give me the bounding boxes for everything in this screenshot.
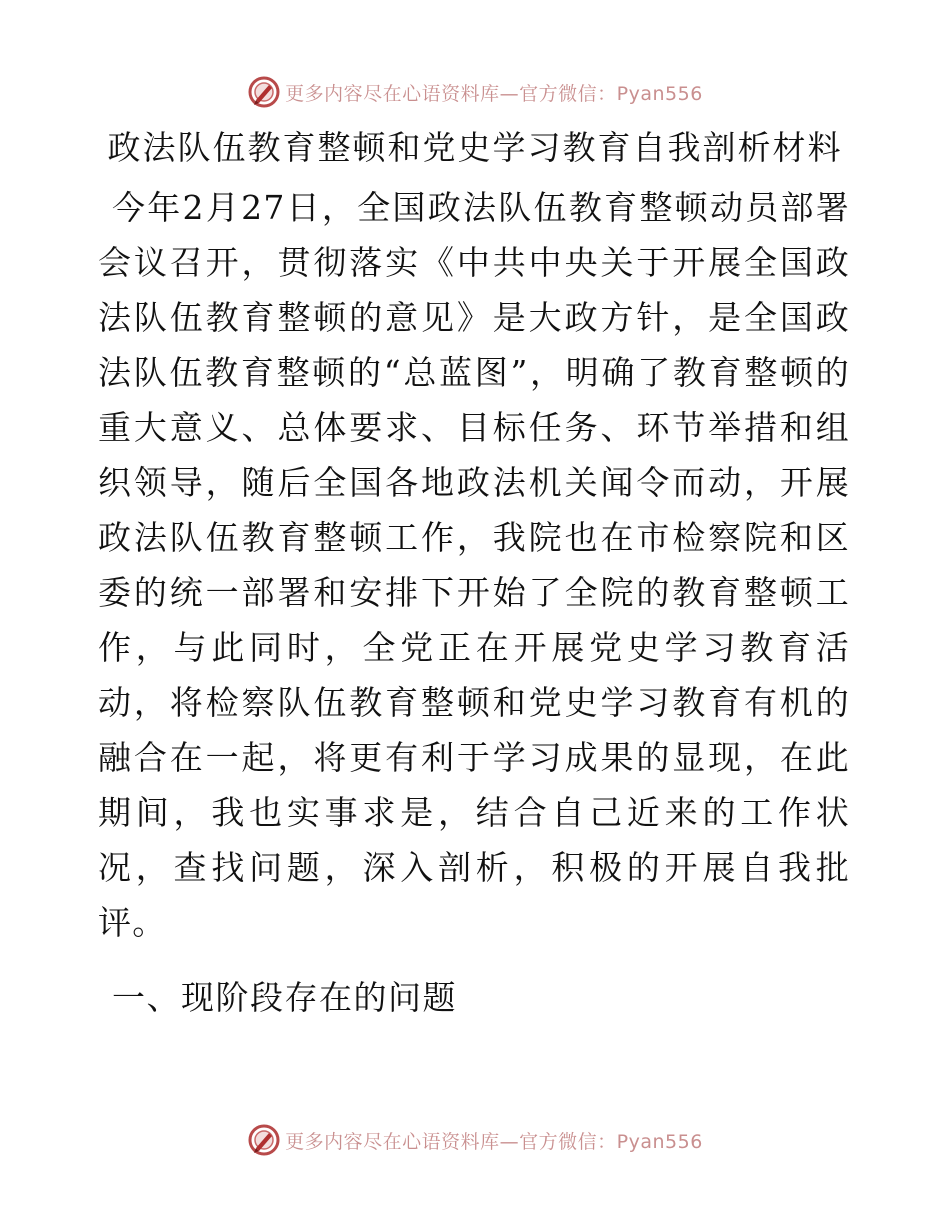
footer-watermark	[0, 1120, 950, 1160]
pen-logo-icon	[247, 1123, 281, 1157]
document-title: 政法队伍教育整顿和党史学习教育自我剖析材料	[107, 128, 843, 167]
watermark-text: 更多内容尽在心语资料库—官方微信：Pyan556	[285, 1130, 703, 1153]
pen-logo-icon	[247, 75, 281, 109]
section-heading: 一、现阶段存在的问题	[112, 978, 457, 1017]
watermark-text: 更多内容尽在心语资料库—官方微信：Pyan556	[285, 82, 703, 105]
body-paragraph: 今年2月27日，全国政法队伍教育整顿动员部署会议召开，贯彻落实《中共中央关于开展全国政法队伍教育整顿的意见》是大政方针，是全国政法队伍教育整顿的“总蓝图”，明确了教育整顿的重大意义、总体要求、目标任务、环节举措和组织领导，随后全国各地政法机关闻令而动，开展政法队伍教育整顿工作，我院也在市检察院和区委的统一部署和安排下开始了全院的教育整顿工作，与此同时，全党正在开展党史学习教育活动，将检察队伍教育整顿和党史学习教育有机的融合在一起，将更有利于学习成果的显现，在此期间，我也实事求是，结合自己近来的工作状况，查找问题，深入剖析，积极的开展自我批评。	[98, 188, 850, 942]
header-watermark	[0, 72, 950, 112]
